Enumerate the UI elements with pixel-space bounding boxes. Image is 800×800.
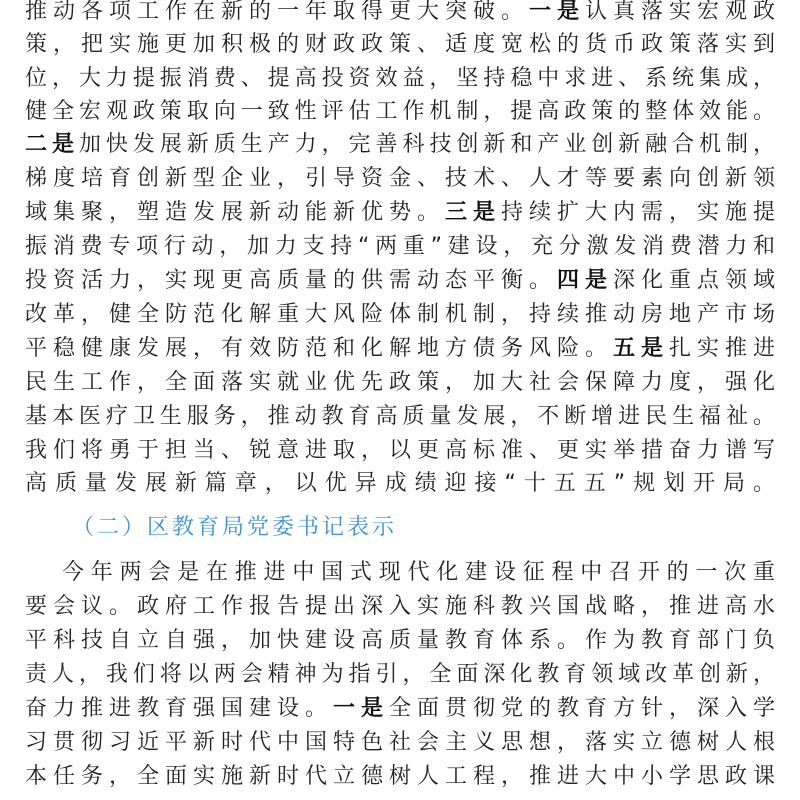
text-line bbox=[25, 28, 775, 62]
text-segment: 认真落实宏观政 bbox=[584, 0, 775, 24]
text-segment: 投资活力，实现更高质量的供需动态平衡。 bbox=[25, 268, 557, 293]
text-line bbox=[25, 230, 775, 264]
section-heading: （二）区教育局党委书记表示 bbox=[72, 515, 398, 540]
text-line bbox=[25, 692, 775, 726]
text-segment: 扎实推进 bbox=[668, 336, 775, 361]
text-segment: 基本医疗卫生服务，推动教育高质量发展，不断增进民生福祉。 bbox=[25, 404, 775, 429]
text-line bbox=[25, 467, 775, 501]
text-segment: 改革，健全防范化解重大风险体制机制，持续推动房地产市场 bbox=[25, 302, 775, 327]
text-segment: 全面贯彻党的教育方针，深入学 bbox=[388, 696, 775, 721]
text-line bbox=[25, 332, 775, 366]
text-segment: 要会议。政府工作报告提出深入实施科教兴国战略，推进高水 bbox=[25, 594, 775, 619]
text-segment: 推动各项工作在新的一年取得更大突破。 bbox=[25, 0, 529, 24]
text-line bbox=[25, 264, 775, 298]
text-segment: 民生工作，全面落实就业优先政策，加大社会保障力度，强化 bbox=[25, 370, 775, 395]
text-segment: 持续扩大内需，实施提 bbox=[500, 200, 775, 225]
text-segment: 责人，我们将以两会精神为指引，全面深化教育领域改革创新， bbox=[25, 662, 775, 687]
text-line bbox=[25, 624, 775, 658]
text-segment: 奋力推进教育强国建设。 bbox=[25, 696, 333, 721]
text-line bbox=[25, 726, 775, 760]
text-line bbox=[25, 196, 775, 230]
text-line bbox=[25, 658, 775, 692]
bold-keyword: 一是 bbox=[528, 0, 585, 24]
text-line bbox=[25, 128, 775, 162]
text-line bbox=[25, 0, 775, 29]
bold-keyword: 五是 bbox=[612, 336, 669, 361]
text-segment: 平科技自立自强，加快建设高质量教育体系。作为教育部门负 bbox=[25, 628, 775, 653]
text-segment: 高质量发展新篇章，以优异成绩迎接“十五五”规划开局。 bbox=[25, 471, 775, 496]
text-line bbox=[25, 298, 775, 332]
text-segment: 平稳健康发展，有效防范和化解地方债务风险。 bbox=[25, 336, 613, 361]
text-segment: 习贯彻习近平新时代中国特色社会主义思想，落实立德树人根 bbox=[25, 730, 775, 755]
bold-keyword: 三是 bbox=[444, 200, 501, 225]
text-segment: 加快发展新质生产力，完善科技创新和产业创新融合机制， bbox=[78, 132, 775, 157]
bold-keyword: 一是 bbox=[332, 696, 389, 721]
text-segment: 健全宏观政策取向一致性评估工作机制，提高政策的整体效能。 bbox=[25, 99, 775, 124]
text-segment: 域集聚，塑造发展新动能新优势。 bbox=[25, 200, 445, 225]
text-segment: 位，大力提振消费、提高投资效益，坚持稳中求进、系统集成， bbox=[25, 66, 775, 91]
text-line bbox=[25, 162, 775, 196]
text-line bbox=[25, 590, 775, 624]
text-line bbox=[25, 400, 775, 434]
text-segment: 我们将勇于担当、锐意进取，以更高标准、更实举措奋力谱写 bbox=[25, 438, 775, 463]
text-segment: 深化重点领域 bbox=[612, 268, 775, 293]
text-segment: 今年两会是在推进中国式现代化建设征程中召开的一次重 bbox=[62, 560, 775, 585]
text-segment: 本任务，全面实施新时代立德树人工程，推进大中小学思政课 bbox=[25, 764, 775, 789]
text-line bbox=[25, 366, 775, 400]
text-line bbox=[62, 556, 775, 590]
text-line bbox=[25, 760, 775, 794]
text-line bbox=[25, 434, 775, 468]
bold-keyword: 四是 bbox=[556, 268, 613, 293]
text-segment: 策，把实施更加积极的财政政策、适度宽松的货币政策落实到 bbox=[25, 32, 775, 57]
text-line bbox=[25, 62, 775, 96]
bold-keyword: 二是 bbox=[25, 132, 79, 157]
text-line bbox=[25, 95, 775, 129]
text-segment: 梯度培育创新型企业，引导资金、技术、人才等要素向创新领 bbox=[25, 166, 775, 191]
text-segment: 振消费专项行动，加力支持“两重”建设，充分激发消费潜力和 bbox=[25, 234, 775, 259]
